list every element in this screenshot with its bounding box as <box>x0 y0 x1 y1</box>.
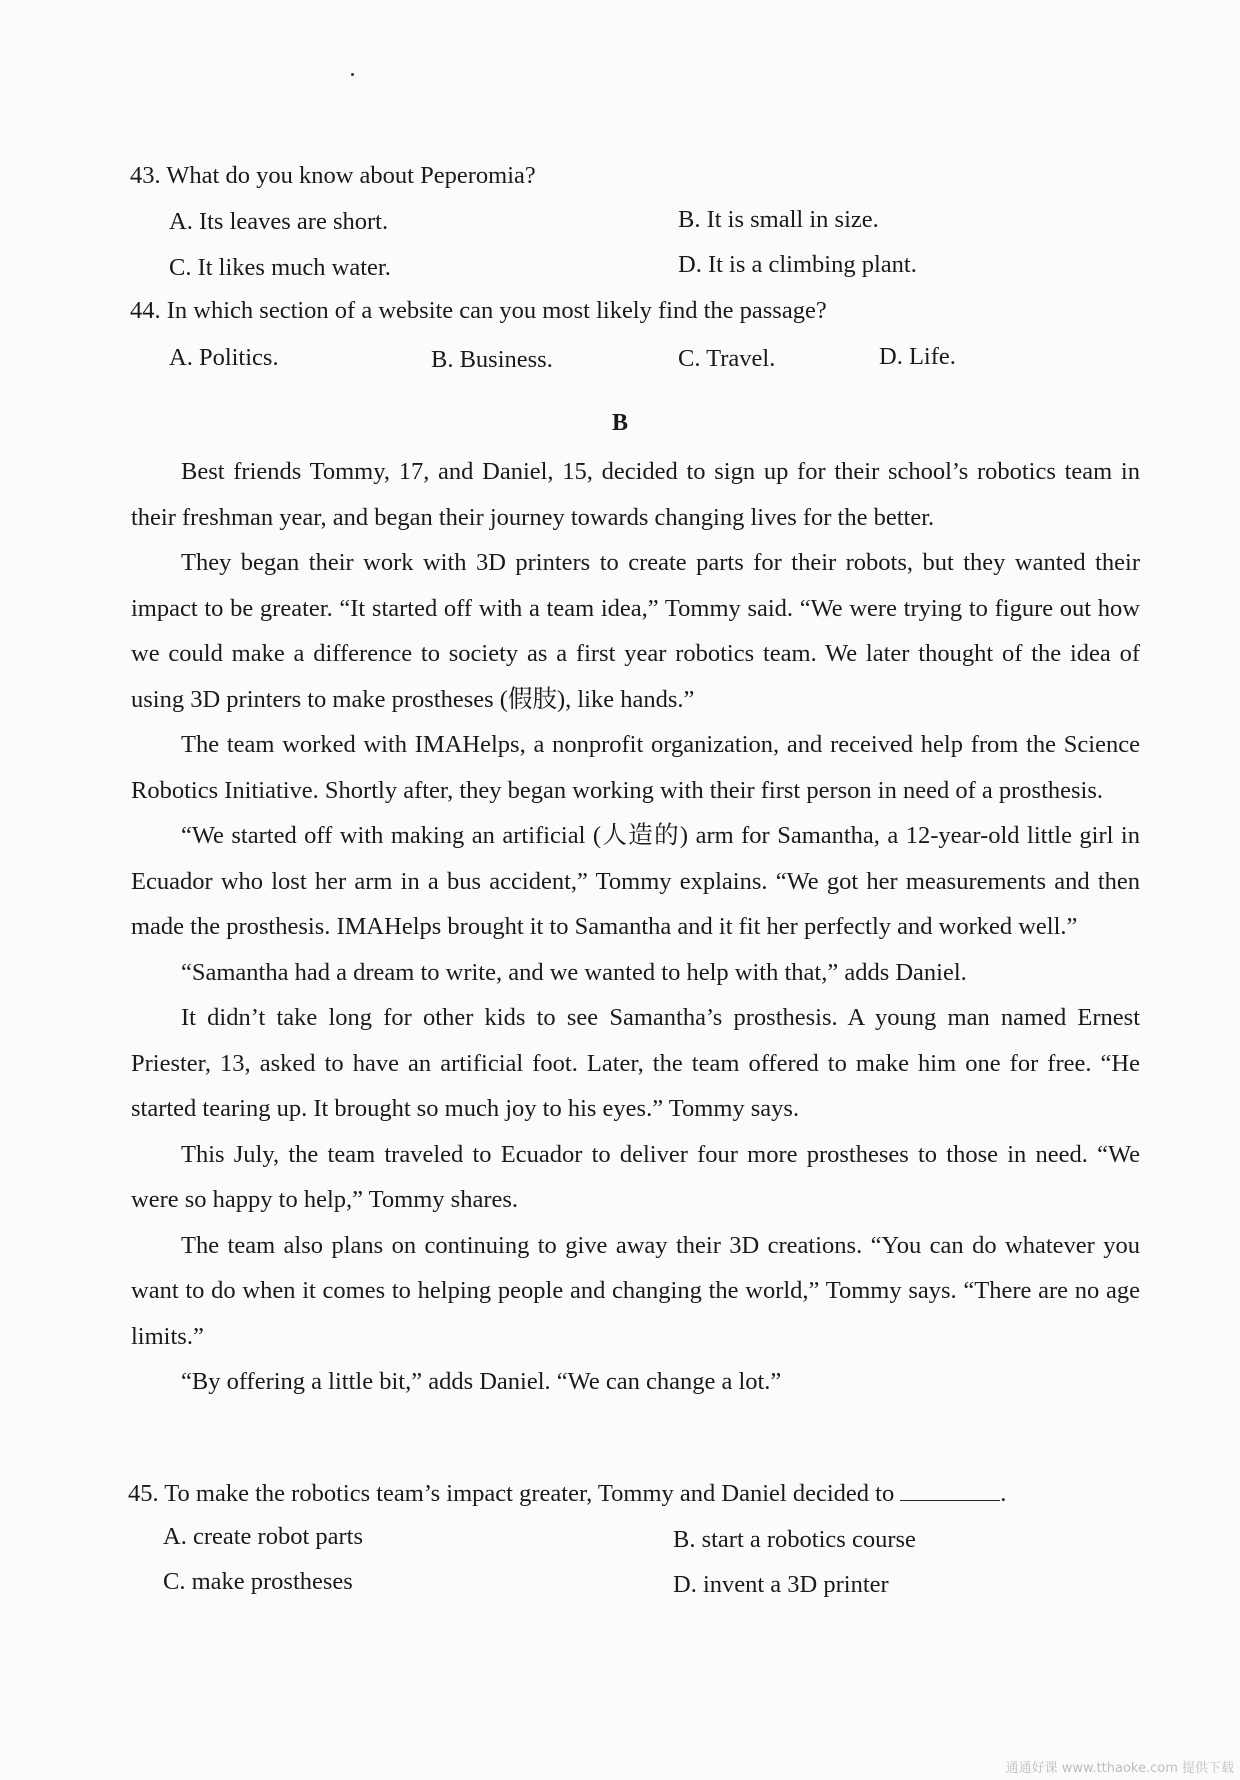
q43-option-d: D. It is a climbing plant. <box>678 251 917 278</box>
passage-paragraph: It didn’t take long for other kids to see Samantha’s prosthesis. A young man named Ernest Priester, 13, asked to have an artificial foot. Later, the team offered to make him one for free. “He started tearing up. It brought so much joy to his eyes.” Tommy says. <box>131 1004 1140 1122</box>
q45-option-a: A. create robot parts <box>163 1523 363 1550</box>
section-b-heading: B <box>611 410 628 436</box>
passage-paragraph: “Samantha had a dream to write, and we wanted to help with that,” adds Daniel. <box>181 958 967 986</box>
passage-paragraph: The team also plans on continuing to give away their 3D creations. “You can do whatever you want to do when it comes to helping people and changing the world,” Tommy says. “There are no age limits.” <box>131 1231 1140 1350</box>
q45-option-b: B. start a robotics course <box>673 1526 916 1553</box>
passage-paragraph: The team worked with IMAHelps, a nonprofit organization, and received help from the Science Robotics Initiative. Shortly after, they began working with their first person in need of a prosthesis. <box>131 731 1140 804</box>
q43-option-c: C. It likes much water. <box>169 254 391 281</box>
q44-option-b: B. Business. <box>431 346 553 373</box>
q45-option-c: C. make prostheses <box>163 1568 353 1595</box>
q43-option-a: A. Its leaves are short. <box>169 208 389 235</box>
question-43: 43. What do you know about Peperomia? <box>130 162 536 189</box>
q44-option-c: C. Travel. <box>678 345 776 372</box>
passage-paragraph: They began their work with 3D printers to create parts for their robots, but they wanted their impact to be greater. “It started off with a team idea,” Tommy said. “We were trying to figure out how we could make a difference to society as a first year robotics team. We later thought of the idea of using 3D printers to make prostheses (假肢), like hands.” <box>131 549 1140 713</box>
passage-paragraph: Best friends Tommy, 17, and Daniel, 15, decided to sign up for their school’s robotics team in their freshman year, and began their journey towards changing lives for the better. <box>131 458 1140 531</box>
q45-option-d: D. invent a 3D printer <box>673 1571 889 1598</box>
question-44: 44. In which section of a website can you most likely find the passage? <box>130 297 827 324</box>
passage-paragraph: “By offering a little bit,” adds Daniel. “We can change a lot.” <box>181 1368 782 1395</box>
reading-passage-b <box>131 449 1140 1405</box>
question-45-text: 45. To make the robotics team’s impact greater, Tommy and Daniel decided to <box>128 1480 895 1507</box>
site-watermark: 通通好课 www.tthaoke.com 提供下载 <box>1005 1761 1234 1776</box>
q44-option-a: A. Politics. <box>169 344 279 371</box>
answer-blank <box>900 1476 1000 1501</box>
question-45-end: . <box>1000 1480 1007 1507</box>
q43-option-b: B. It is small in size. <box>678 206 879 233</box>
question-45 <box>128 1476 1006 1509</box>
q44-option-d: D. Life. <box>879 343 956 370</box>
passage-paragraph: This July, the team traveled to Ecuador to deliver four more prostheses to those in need. “We were so happy to help,” Tommy shares. <box>131 1140 1140 1213</box>
scan-speck <box>351 73 354 76</box>
passage-paragraph: “We started off with making an artificial (人造的) arm for Samantha, a 12-year-old little girl in Ecuador who lost her arm in a bus accident,” Tommy explains. “We got her measurements and then made the prosthesis. IMAHelps brought it to Samantha and it fit her perfectly and worked well.” <box>131 822 1140 940</box>
